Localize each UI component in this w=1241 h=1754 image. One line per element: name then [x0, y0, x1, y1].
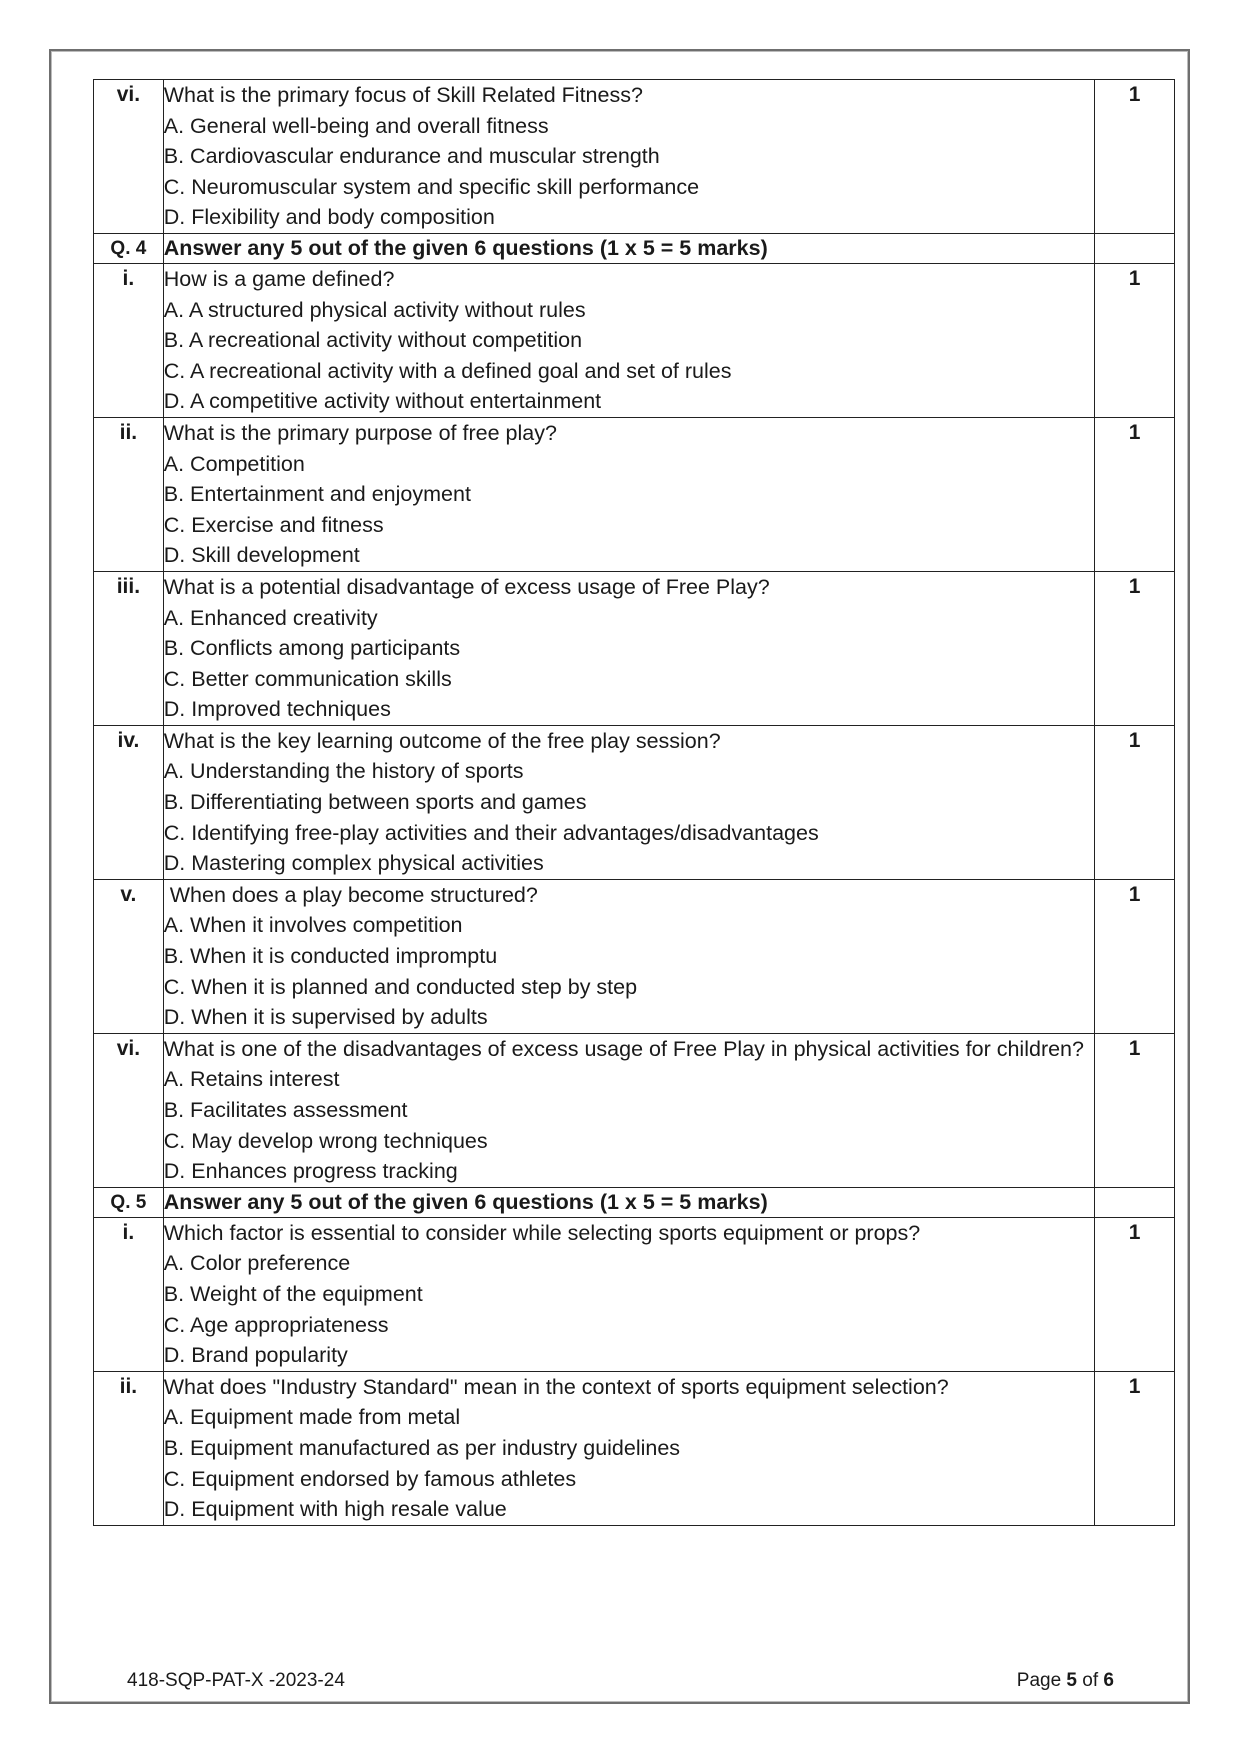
answer-option: C. When it is planned and conducted step by step [163, 974, 638, 999]
question-row [94, 879, 1175, 1033]
answer-option: C. Exercise and fitness [163, 512, 384, 537]
question-marks: 1 [1095, 263, 1175, 417]
section-marks-cell [1095, 1187, 1175, 1217]
answer-option: A. General well-being and overall fitness [163, 113, 549, 138]
document-code: 418-SQP-PAT-X -2023-24 [127, 1670, 345, 1691]
question-number: v. [94, 879, 164, 1033]
answer-option: A. Understanding the history of sports [163, 759, 524, 784]
answer-option: B. Differentiating between sports and games [163, 790, 587, 815]
answer-option: C. May develop wrong techniques [163, 1128, 488, 1153]
answer-option: D. When it is supervised by adults [163, 1005, 488, 1030]
question-content [163, 725, 1094, 879]
question-table [93, 79, 1175, 1526]
question-marks: 1 [1095, 1217, 1175, 1371]
question-text: What is one of the disadvantages of excess usage of Free Play in physical activities for children? [163, 1036, 1084, 1061]
answer-option: B. Cardiovascular endurance and muscular strength [163, 144, 660, 169]
question-content [163, 417, 1094, 571]
question-content [163, 1033, 1094, 1187]
section-marks-cell [1095, 233, 1175, 263]
question-number: ii. [94, 417, 164, 571]
question-marks: 1 [1095, 80, 1175, 234]
page-total: 6 [1103, 1670, 1114, 1691]
answer-option: B. Entertainment and enjoyment [163, 482, 471, 507]
answer-option: D. Improved techniques [163, 697, 391, 722]
question-number: i. [94, 1217, 164, 1371]
question-row [94, 725, 1175, 879]
answer-option: D. Mastering complex physical activities [163, 851, 544, 876]
question-content [163, 263, 1094, 417]
question-number: ii. [94, 1371, 164, 1525]
answer-option: D. Equipment with high resale value [163, 1497, 507, 1522]
answer-option: A. Enhanced creativity [163, 605, 378, 630]
question-row [94, 1217, 1175, 1371]
page-number [1017, 1669, 1114, 1693]
question-text: How is a game defined? [163, 266, 395, 291]
question-content [163, 1217, 1094, 1371]
question-marks: 1 [1095, 1371, 1175, 1525]
question-text: When does a play become structured? [163, 882, 538, 907]
answer-option: A. Retains interest [163, 1067, 340, 1092]
answer-option: D. Flexibility and body composition [163, 205, 495, 230]
answer-option: D. Brand popularity [163, 1343, 348, 1368]
section-header-row [94, 1187, 1175, 1217]
question-content [163, 571, 1094, 725]
answer-option: C. Equipment endorsed by famous athletes [163, 1466, 577, 1491]
page-label: Page [1016, 1670, 1062, 1691]
question-content [163, 1371, 1094, 1525]
answer-option: D. Skill development [163, 543, 360, 568]
question-marks: 1 [1095, 571, 1175, 725]
answer-option: C. Age appropriateness [163, 1312, 389, 1337]
question-text: What does "Industry Standard" mean in the context of sports equipment selection? [163, 1374, 949, 1399]
answer-option: A. A structured physical activity without rules [163, 297, 586, 322]
question-content [163, 879, 1094, 1033]
answer-option: B. A recreational activity without competition [163, 328, 583, 353]
answer-option: C. Better communication skills [163, 666, 452, 691]
answer-option: B. Facilitates assessment [163, 1098, 408, 1122]
question-text: Which factor is essential to consider while selecting sports equipment or props? [163, 1220, 921, 1245]
question-marks: 1 [1095, 725, 1175, 879]
question-marks: 1 [1095, 417, 1175, 571]
question-row [94, 1371, 1175, 1525]
section-number: Q. 5 [94, 1187, 164, 1217]
answer-option: D. A competitive activity without entertainment [163, 389, 602, 414]
answer-option: A. Equipment made from metal [163, 1405, 461, 1430]
answer-option: C. Identifying free-play activities and their advantages/disadvantages [163, 820, 819, 845]
answer-option: C. Neuromuscular system and specific skill performance [163, 174, 700, 199]
page-of: of [1082, 1670, 1099, 1691]
question-marks: 1 [1095, 1033, 1175, 1187]
answer-option: A. Color preference [163, 1251, 351, 1276]
answer-option: B. Conflicts among participants [163, 636, 461, 661]
answer-option: B. Equipment manufactured as per industry guidelines [163, 1435, 681, 1460]
question-table-body [94, 80, 1175, 1526]
question-number: iv. [94, 725, 164, 879]
question-row [94, 417, 1175, 571]
answer-option: A. Competition [163, 451, 305, 476]
question-content [163, 80, 1094, 234]
question-row [94, 80, 1175, 234]
question-number: vi. [94, 1033, 164, 1187]
question-number: vi. [94, 80, 164, 234]
answer-option: D. Enhances progress tracking [163, 1159, 458, 1184]
section-number: Q. 4 [94, 233, 164, 263]
question-text: What is the primary focus of Skill Related Fitness? [163, 83, 643, 107]
section-instruction: Answer any 5 out of the given 6 questions (1 x 5 = 5 marks) [163, 1189, 768, 1214]
question-row [94, 1033, 1175, 1187]
question-row [94, 571, 1175, 725]
question-number: i. [94, 263, 164, 417]
answer-option: B. Weight of the equipment [163, 1281, 423, 1306]
section-instruction-cell [163, 1187, 1094, 1217]
question-text: What is the primary purpose of free play? [163, 420, 557, 445]
question-marks: 1 [1095, 879, 1175, 1033]
answer-option: C. A recreational activity with a defined goal and set of rules [163, 358, 732, 383]
section-header-row [94, 233, 1175, 263]
section-instruction: Answer any 5 out of the given 6 questions (1 x 5 = 5 marks) [163, 235, 768, 260]
question-row [94, 263, 1175, 417]
page-current: 5 [1066, 1670, 1077, 1691]
question-text: What is the key learning outcome of the free play session? [163, 728, 721, 753]
answer-option: A. When it involves competition [163, 913, 463, 938]
question-text: What is a potential disadvantage of excess usage of Free Play? [163, 574, 770, 599]
section-instruction-cell [163, 233, 1094, 263]
answer-option: B. When it is conducted impromptu [163, 944, 498, 969]
question-number: iii. [94, 571, 164, 725]
